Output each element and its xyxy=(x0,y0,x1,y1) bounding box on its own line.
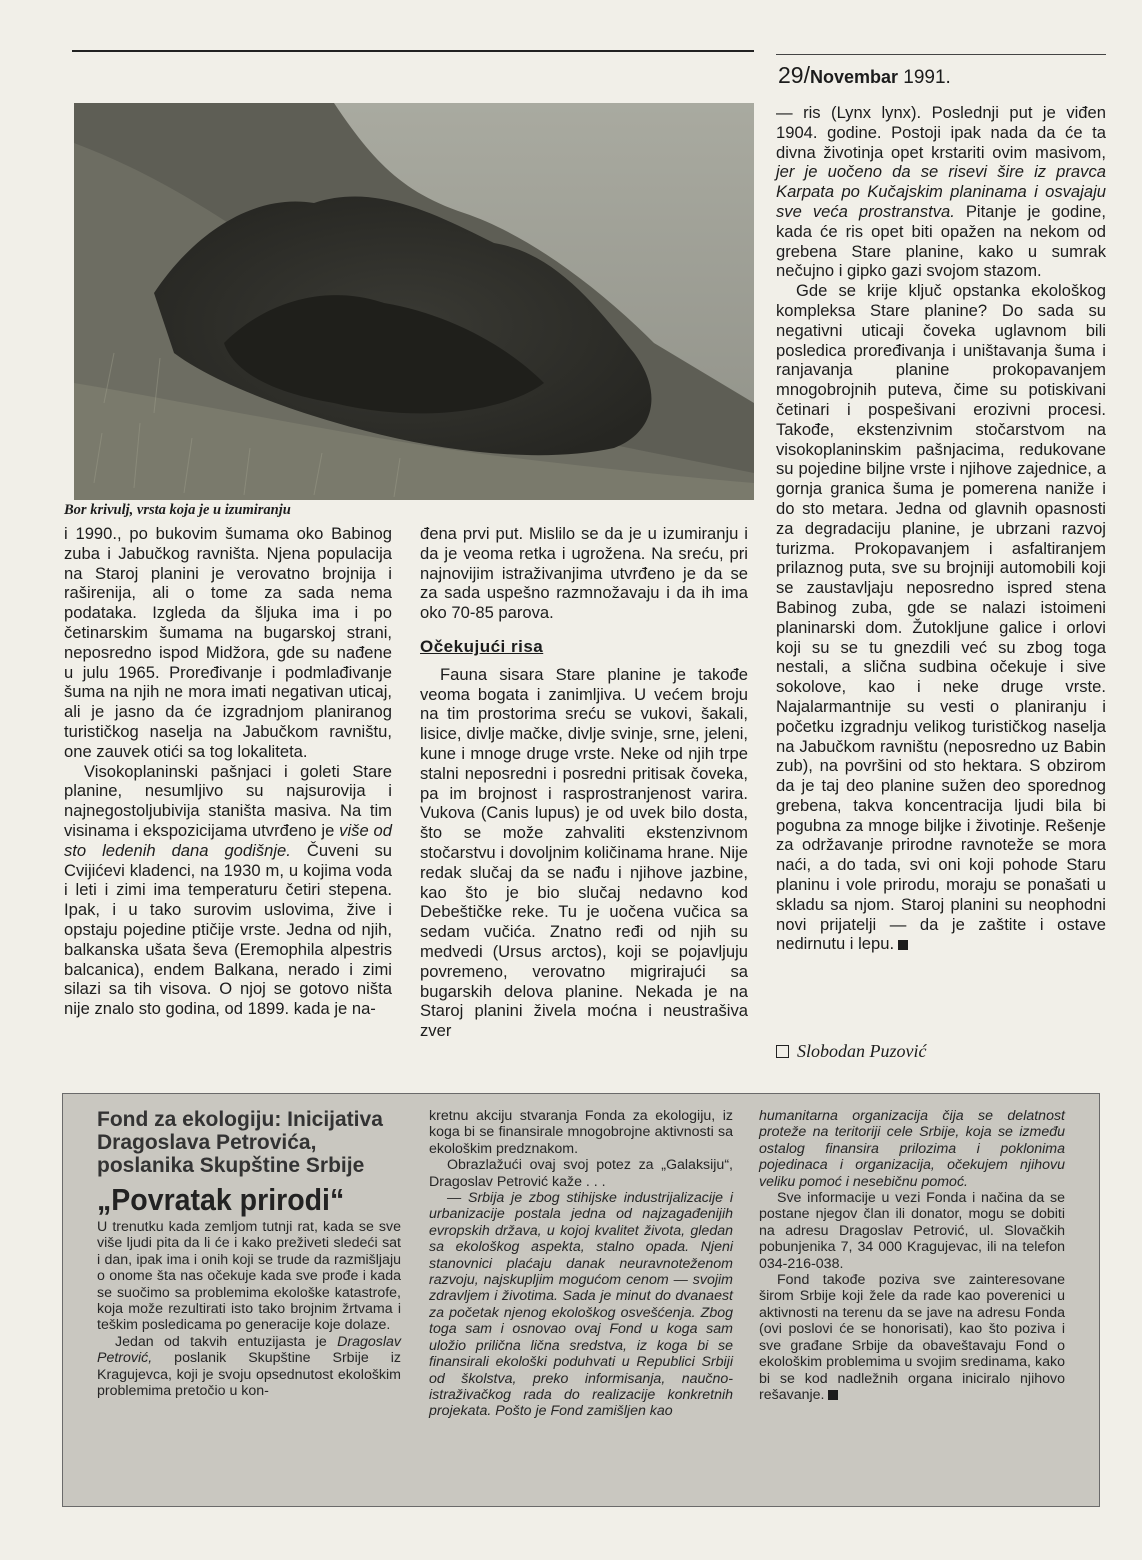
article-column-1 xyxy=(64,524,392,1019)
paragraph xyxy=(776,281,1106,954)
box-column-2 xyxy=(429,1108,733,1420)
photo-illustration xyxy=(74,103,754,500)
text-run: Fond takođe poziva sve zainteresovane širom Srbije koji žele da rade kao poverenici u aktivnosti na terenu da se jave na adresu Fonda (ovi poslovi će se honorisati), kao što poziva i sve građane Srbije da obaveštavaju Fond o ekološkim problemima u svojim sredinama, kako bi se kod nadležnih organa iniciralo njihovo rešavanje. xyxy=(759,1272,1065,1403)
photo-caption: Bor krivulj, vrsta koja je u izumiranju xyxy=(64,502,291,518)
paragraph: humanitarna organizacija čija se delatnost proteže na teritoriji cele Srbije, koja se između ostalog finansira prilozima i poklonima pojedinaca i organizacija, očekujem njihovu veliku pomoć i nesebičnu pomoć. xyxy=(759,1108,1065,1190)
paragraph: Obrazlažući ovaj svoj potez za „Galaksiju“, Dragoslav Petrović kaže . . . xyxy=(429,1157,733,1190)
text-run: poslanik Skupštine Srbije iz Kragujevca, koji je svoju opsednutost ekološkim problemima pretočio u kon- xyxy=(97,1350,401,1400)
end-mark-icon xyxy=(828,1390,838,1400)
italic-run: jer je uočeno da se risevi šire iz pravca Karpata po Kučajskim planinama i osvajaju sve veća prostranstva. xyxy=(776,162,1106,221)
header-rule xyxy=(72,50,754,52)
paragraph: i 1990., po bukovim šumama oko Babinog zuba i Jabučkog ravništa. Njena populacija na Staroj planini je verovatno brojnija i raširenija, ali o tome za sada nema podataka. Izgleda da šljuka ima i po četinarskim šumama na bugarskoj strani, neposredno ispod Midžora, gde su nađene u julu 1965. Proređivanje i podmlađivanje šuma na njih ne mora imati negativan uticaj, ali je jasno da će izgradnjom planiranog turističkog naselja na Jabučkom ravništu, one zauvek otići sa tog lokaliteta. xyxy=(64,524,392,761)
header-rule-right xyxy=(776,54,1106,55)
text-run: Čuveni su Cvijićevi kladenci, na 1930 m, u kojima voda i leti i zimi ima temperaturu četiri stepena. Ipak, i u tako surovim uslovima, žive i opstaju pojedine ptičije vrste. Jedna od njih, balkanska ušata ševa (Eremophila alpestris balcanica), endem Balkana, nerado i zimi silazi sa tih visova. O njoj se gotovo ništa nije znalo sto godina, od 1899. kada je na- xyxy=(64,840,392,1019)
mountain-pine-photo xyxy=(74,103,754,500)
text-run: Gde se krije ključ opstanka ekološkog kompleksa Stare planine? Do sada su negativni uticaji čoveka uglavnom bili posledica proređivanja i uništavanja šuma i ranjavanja planine prokopavanjem mnogobrojnih puteva, čime su potiskivani četinari i pospešivani erozivni procesi. Takođe, ekstenzivnim stočarstvom na visokoplaninskim pašnjacima, redukovane su pojedine biljne vrste i njihove zajednice, a gornja granica šuma je pomerena naniže i do sto metara. Jedna od glavnih opasnosti za degradaciju planine, je ubrzani razvoj turizma. Prokopavanjem i asfaltiranjem prilaznog puta, sve su brojniji automobili koji se zaustavljaju neposredno ispred stena Babinog zuba, gde se nalazi istoimeni planinarski dom. Žutokljune galice i orlovi koji su se tu gnezdili već su zbog toga nestali, a slična sudbina očekuje i sive sokolove, kao i neke druge vrste. Najalarmantnije su vesti o planiranju i početku izgradnju velikog turističkog naselja na Jabučkom ravništu (neposredno uz Babin zub), na površini od sto hektara. S obzirom da je taj deo planine sužen deo sporednog grebena, takva koncentracija ljudi bila bi pogubna za mnoge biljke i životinje. Rešenje za održavanje prirodne ravnoteže se mora naći, a do tada, svi oni koji pohode Staru planinu i vole prirodu, moraju se ponašati u skladu sa njom. Staroj planini su neophodni novi prijatelji — da je zaštite i ostave nedirnutu i lepu. xyxy=(776,281,1106,954)
paragraph xyxy=(776,103,1106,281)
author-name: Slobodan Puzović xyxy=(797,1041,927,1061)
text-run: Visokoplaninski pašnjaci i goleti Stare planine, nesumljivo su najsurovija i najnegostoljubivija staništa masiva. Na tim visinama i ekspozicijama utvrđeno je xyxy=(64,761,392,840)
paragraph: U trenutku kada zemljom tutnji rat, kada se sve više ljudi pita da li će i kako preživeti sledeći sat i dan, ipak ima i onih koji se trude da razmišljaju o onome šta nas očekuje kada sve prođe i kada se suočimo sa problemima ekološke katastrofe, koja može rezultirati isto tako brojnim žrtvama i teškim posledicama po generacije koje dolaze. xyxy=(97,1219,401,1334)
author-byline xyxy=(776,1041,926,1062)
box-column-3 xyxy=(759,1108,1065,1403)
paragraph: — Srbija je zbog stihijske industrijalizacije i urbanizacije postala jedna od najzagađenijih evropskih država, u kojoj kvalitet života, gledan sa ekološkog aspekta, stalno opada. Njeni stanovnici plaćaju danak neuravnoteženom razvoju, najskupljim mogućom cenom — svojim zdravljem i životima. Sada je minut do dvanaest za početak njenog ekološkog osvešćenja. Zbog toga sam i osnovao ovaj Fond u koga sam uložio prilična lična sredstva, iz koga bi se finansirali ekološki poduhvati u Republici Srbiji od školstva, preko informisanja, naučno-istraživačkog rada do realizacije konkretnih projekata. Pošto je Fond zamišljen kao xyxy=(429,1190,733,1420)
text-run: Jedan od takvih entuzijasta je xyxy=(115,1333,338,1350)
box-title: „Povratak prirodi“ xyxy=(97,1182,345,1217)
text-run: Pitanje je godine, kada će ris opet biti opažen na nekom od grebena Stare planine, kako u sumrak nečujno i gipko gazi svojom stazom. xyxy=(776,201,1106,281)
box-headline: Fond za ekologiju: Inicijativa Dragoslava Petrovića, poslanika Skupštine Srbije xyxy=(97,1108,383,1177)
subheading: Očekujući risa xyxy=(420,636,544,656)
italic-run: Dragoslav Petrović, xyxy=(97,1333,401,1367)
sidebar-box xyxy=(62,1093,1100,1507)
paragraph: Sve informacije u vezi Fonda i načina da se postane njegov član ili donator, mogu se dobiti na adresu Dragoslav Petrović, ul. Slovačkih pobunjenika 7, 34 000 Kragujevac, ili na telefon 034-216-038. xyxy=(759,1190,1065,1272)
paragraph: kretnu akciju stvaranja Fonda za ekologiju, iz koga bi se finansirale mnogobrojne aktivnosti sa ekološkim predznakom. xyxy=(429,1108,733,1157)
paragraph xyxy=(64,762,392,1019)
issue-year: 1991. xyxy=(898,67,951,88)
paragraph: đena prvi put. Mislilo se da je u izumiranju i da je veoma retka i ugrožena. Na sreću, pri najnovijim istraživanjima utvrđeno je da se za sada uspešno razmnožavaju i da ih ima oko 70-85 parova. xyxy=(420,524,748,623)
issue-month: Novembar xyxy=(809,67,899,87)
box-column-1 xyxy=(97,1108,401,1399)
paragraph: Fauna sisara Stare planine je takođe veoma bogata i zanimljiva. U većem broju na tim prostorima sreću se vukovi, šakali, lisice, divlje mačke, divlje svinje, srne, jeleni, kune i mnoge druge vrste. Neke od njih trpe stalni neposredni i posredni pritisak čoveka, pa im brojnost i rasprostranjenost varira. Vukova (Canis lupus) je od uvek bilo dosta, što se može zahvaliti ekstenzivnom stočarstvu i dovoljnim količinama hrane. Nije redak slučaj da se nađu i njihove jazbine, kao što je bio slučaj nedavno kod Debeštičke reke. Tu je uočena vučica sa sedam vučića. Znatno ređi od njih su medvedi (Ursus arctos), koji se pojavljuju povremeno, verovatno migrirajući sa bugarskih delova planine. Nekada je na Staroj planini živela moćna i neustrašiva zver xyxy=(420,664,748,1041)
paragraph xyxy=(97,1334,401,1400)
text-run: — ris (Lynx lynx). Poslednji put je viđen 1904. godine. Postoji ipak nada da će ta divna životinja opet krstariti ovim masivom, xyxy=(776,103,1106,162)
checkbox-square-icon xyxy=(776,1045,789,1058)
article-column-2 xyxy=(420,524,748,1041)
end-mark-icon xyxy=(898,940,908,950)
italic-run: više od sto ledenih dana godišnje. xyxy=(64,820,392,860)
issue-date xyxy=(778,62,951,89)
paragraph xyxy=(759,1272,1065,1403)
article-column-3 xyxy=(776,103,1106,954)
issue-number: 29/ xyxy=(778,62,810,88)
